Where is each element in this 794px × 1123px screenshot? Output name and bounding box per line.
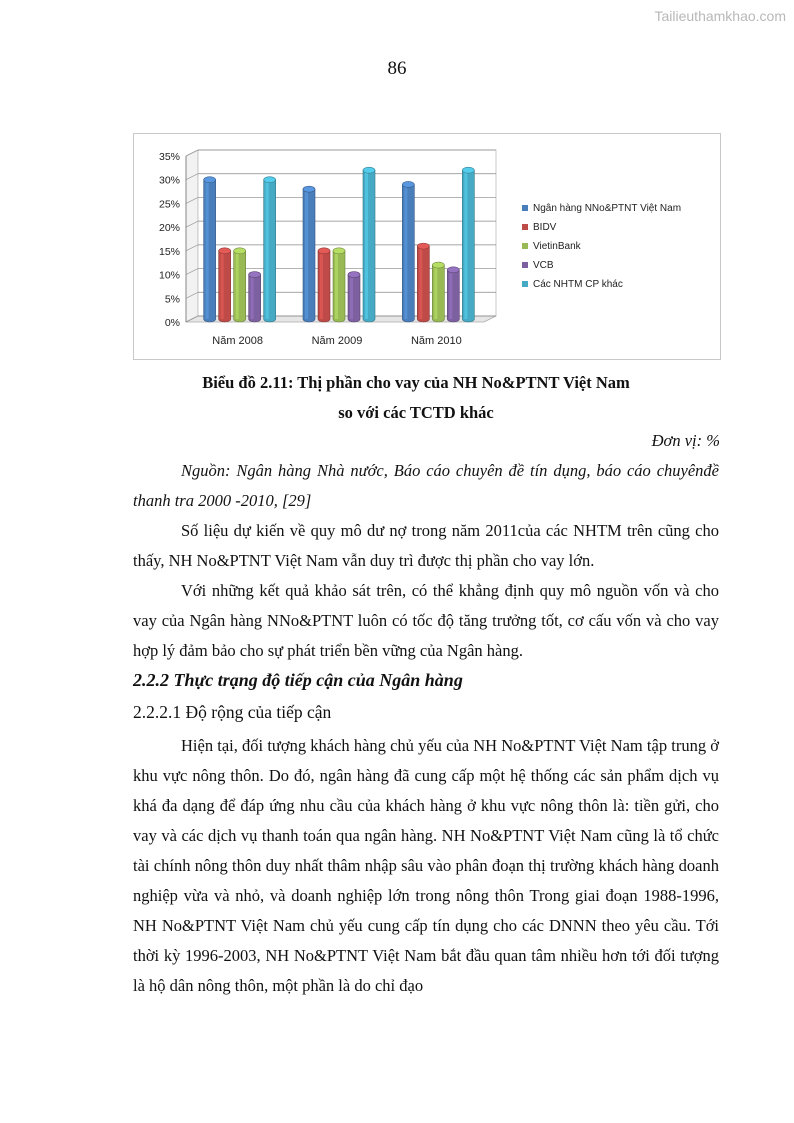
y-tick-label: 30% bbox=[158, 174, 180, 187]
bar-highlight bbox=[404, 184, 407, 319]
bar bbox=[204, 180, 216, 322]
bar-top bbox=[249, 272, 261, 278]
bar-highlight bbox=[464, 170, 467, 319]
legend-label: VietinBank bbox=[533, 241, 581, 252]
legend-label: BIDV bbox=[533, 222, 557, 233]
bar-highlight bbox=[221, 251, 224, 319]
bar-highlight bbox=[266, 180, 269, 319]
x-tick-label: Năm 2009 bbox=[311, 335, 363, 347]
bar-top bbox=[348, 272, 360, 278]
bar-highlight bbox=[449, 270, 452, 319]
bar-top bbox=[234, 248, 246, 254]
x-tick-label: Năm 2010 bbox=[410, 335, 462, 347]
y-tick-label: 20% bbox=[158, 222, 180, 235]
unit-label: Đơn vị: % bbox=[651, 431, 720, 450]
bar bbox=[402, 184, 414, 322]
chart-container bbox=[133, 133, 721, 360]
page-number: 86 bbox=[387, 58, 407, 79]
bar bbox=[219, 251, 231, 322]
bar bbox=[234, 251, 246, 322]
bar-highlight bbox=[419, 246, 422, 319]
bar-top bbox=[432, 262, 444, 268]
bar bbox=[303, 189, 315, 322]
y-tick-label: 15% bbox=[158, 245, 180, 258]
y-tick-label: 5% bbox=[164, 293, 180, 306]
bar bbox=[318, 251, 330, 322]
bar-highlight bbox=[350, 275, 353, 319]
bar-top bbox=[204, 177, 216, 183]
bar-highlight bbox=[236, 251, 239, 319]
bar-chart bbox=[134, 134, 722, 361]
legend-swatch bbox=[522, 205, 528, 211]
x-tick-label: Năm 2008 bbox=[212, 335, 264, 347]
bar-top bbox=[318, 248, 330, 254]
y-tick-label: 35% bbox=[158, 151, 180, 163]
paragraph-1: Số liệu dự kiến về quy mô dư nợ trong năm 2011của các NHTM trên cũng cho thấy, NH No&PTNT Việt Nam vẫn duy trì được thị phần cho vay lớn. bbox=[133, 521, 719, 570]
legend-label: VCB bbox=[533, 260, 554, 271]
legend-swatch bbox=[522, 281, 528, 287]
bar bbox=[417, 246, 429, 322]
bar bbox=[447, 270, 459, 322]
legend-label: Các NHTM CP khác bbox=[533, 279, 623, 290]
bar-highlight bbox=[365, 170, 368, 319]
bar-top bbox=[264, 177, 276, 183]
bar-top bbox=[447, 267, 459, 273]
bar bbox=[333, 251, 345, 322]
bar-top bbox=[219, 248, 231, 254]
y-tick-label: 10% bbox=[158, 269, 180, 282]
chart-caption-line1: Biểu đồ 2.11: Thị phần cho vay của NH No&PTNT Việt Nam bbox=[202, 373, 630, 392]
y-tick-label: 25% bbox=[158, 198, 180, 211]
bar-top bbox=[363, 167, 375, 173]
watermark: Tailieuthamkhao.com bbox=[654, 8, 786, 24]
chart-caption-line2: so với các TCTD khác bbox=[338, 403, 494, 422]
chart-side-wall bbox=[186, 150, 198, 322]
bar-highlight bbox=[305, 189, 308, 319]
legend-swatch bbox=[522, 243, 528, 249]
legend-swatch bbox=[522, 224, 528, 230]
subsection-heading: 2.2.2.1 Độ rộng của tiếp cận bbox=[133, 702, 332, 722]
paragraph-2: Với những kết quả khảo sát trên, có thể khẳng định quy mô nguồn vốn và cho vay của Ngân hàng NNo&PTNT luôn có tốc độ tăng trưởng tốt, cơ cấu vốn và cho vay hợp lý đảm bảo cho sự phát triển bền vững của Ngân hàng. bbox=[133, 581, 719, 660]
y-tick-label: 0% bbox=[164, 317, 180, 329]
legend-swatch bbox=[522, 262, 528, 268]
source-note: Nguồn: Ngân hàng Nhà nước, Báo cáo chuyên đề tín dụng, báo cáo chuyênđề thanh tra 2000 -2010, [29] bbox=[133, 461, 719, 510]
paragraph-3: Hiện tại, đối tượng khách hàng chủ yếu của NH No&PTNT Việt Nam tập trung ở khu vực nông thôn. Do đó, ngân hàng đã cung cấp một hệ thống các sản phẩm dịch vụ khá đa dạng để đáp ứng nhu cầu của khách hàng ở khu vực nông thôn là: tiền gửi, cho vay và các dịch vụ thanh toán qua ngân hàng. NH No&PTNT Việt Nam cũng là tổ chức tài chính nông thôn duy nhất thâm nhập sâu vào phân đoạn thị trường khách hàng doanh nghiệp vừa và nhỏ, và doanh nghiệp lớn trong nông thôn Trong giai đoạn 1988-1996, NH No&PTNT Việt Nam chủ yếu cung cấp tín dụng cho các DNNN theo yêu cầu. Tới thời kỳ 1996-2003, NH No&PTNT Việt Nam bắt đầu quan tâm nhiều hơn tới đối tượng là hộ dân nông thôn, một phần là do chỉ đạo bbox=[133, 736, 719, 995]
bar-highlight bbox=[434, 265, 437, 319]
bar bbox=[264, 180, 276, 322]
section-heading: 2.2.2 Thực trạng độ tiếp cận của Ngân hàng bbox=[133, 670, 463, 690]
bar-highlight bbox=[320, 251, 323, 319]
bar-highlight bbox=[335, 251, 338, 319]
bar bbox=[462, 170, 474, 322]
bar bbox=[348, 275, 360, 322]
bar bbox=[432, 265, 444, 322]
bar-top bbox=[462, 167, 474, 173]
legend-label: Ngân hàng NNo&PTNT Việt Nam bbox=[533, 203, 682, 214]
bar-highlight bbox=[206, 180, 209, 319]
bar-highlight bbox=[251, 275, 254, 319]
bar-top bbox=[402, 181, 414, 187]
bar-top bbox=[303, 186, 315, 192]
bar-top bbox=[333, 248, 345, 254]
bar bbox=[363, 170, 375, 322]
bar bbox=[249, 275, 261, 322]
bar-top bbox=[417, 243, 429, 249]
